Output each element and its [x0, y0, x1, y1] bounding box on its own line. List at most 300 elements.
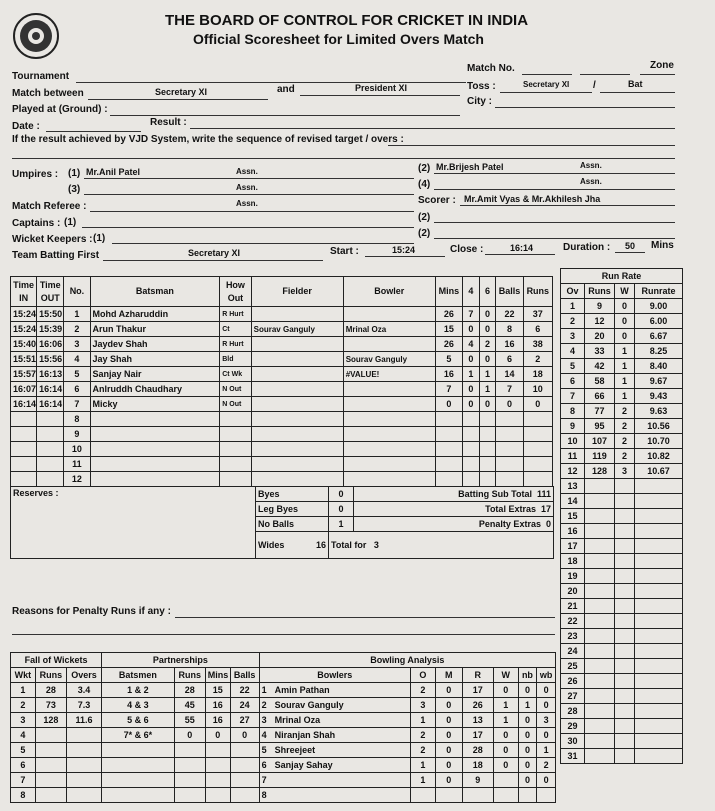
match-between-label: Match between: [12, 88, 84, 99]
table-row: [11, 367, 553, 382]
fow-wkt: 2: [11, 698, 36, 713]
bw-o: 2: [410, 728, 435, 743]
rr-th-runs: Runs: [585, 284, 615, 299]
tournament-label: Tournament: [12, 71, 70, 82]
page-title: THE BOARD OF CONTROL FOR CRICKET IN INDIA: [165, 12, 529, 29]
toss-label: Toss :: [467, 81, 496, 92]
rr-over: 13: [561, 479, 585, 494]
rr-runs: 12: [585, 314, 615, 329]
runs: 6: [523, 322, 552, 337]
rr-runs: [585, 674, 615, 689]
pt-mins: [205, 743, 230, 758]
fours: [462, 457, 479, 472]
rr-wickets: [615, 524, 635, 539]
th-fielder: Fielder: [251, 277, 343, 307]
assn-label: Assn.: [236, 199, 258, 208]
fow-overs: [66, 728, 101, 743]
table-row: [561, 734, 683, 749]
bw-wb: 3: [537, 713, 556, 728]
bowler-name: [343, 382, 435, 397]
byes-value: 0: [329, 487, 354, 502]
total-for-cell: Total for 3: [329, 532, 554, 559]
pt-balls: 22: [230, 683, 259, 698]
fow-wkt: 6: [11, 758, 36, 773]
rr-over: 29: [561, 719, 585, 734]
rr-over: 30: [561, 734, 585, 749]
bw-th-r: R: [462, 668, 493, 683]
table-row: [561, 644, 683, 659]
fours: 1: [462, 367, 479, 382]
table-row: [561, 599, 683, 614]
bw-w: 1: [493, 713, 518, 728]
bw-m: 0: [435, 713, 462, 728]
rr-runs: [585, 734, 615, 749]
table-row: [561, 719, 683, 734]
bowler-no: 2: [261, 699, 267, 710]
table-row: [561, 449, 683, 464]
batsman-name: [90, 427, 220, 442]
pt-mins: [205, 773, 230, 788]
bw-m: 0: [435, 758, 462, 773]
sixes: [479, 457, 496, 472]
pt-mins: 16: [205, 713, 230, 728]
fow-wkt: 7: [11, 773, 36, 788]
batsman-no: 6: [64, 382, 90, 397]
rr-runs: [585, 524, 615, 539]
fielder-name: [251, 397, 343, 412]
table-row: [561, 404, 683, 419]
bw-th-bowlers: Bowlers: [259, 668, 410, 683]
pt-th-mins: Mins: [205, 668, 230, 683]
pt-th-balls: Balls: [230, 668, 259, 683]
bw-wb: 0: [537, 698, 556, 713]
bw-th-o: O: [410, 668, 435, 683]
rr-over: 28: [561, 704, 585, 719]
bowling-title: Bowling Analysis: [259, 653, 555, 668]
bowler-no: 4: [261, 729, 267, 740]
bowler-name: [343, 337, 435, 352]
umpire2-name: Mr.Brijesh Patel: [436, 162, 504, 172]
umpire3-no: (3): [68, 184, 81, 195]
rr-over: 23: [561, 629, 585, 644]
fow-overs: 11.6: [66, 713, 101, 728]
rr-rate: 8.40: [635, 359, 683, 374]
table-row: [11, 698, 556, 713]
rr-wickets: [615, 644, 635, 659]
fielder-name: [251, 412, 343, 427]
table-row: [11, 352, 553, 367]
pt-balls: [230, 788, 259, 803]
rr-rate: [635, 554, 683, 569]
rr-over: 11: [561, 449, 585, 464]
start-value: 15:24: [392, 245, 416, 255]
page-subtitle: Official Scoresheet for Limited Overs Match: [193, 31, 484, 47]
mins: 16: [435, 367, 462, 382]
fow-wkt: 8: [11, 788, 36, 803]
pt-batsmen: 4 & 3: [102, 698, 175, 713]
table-row: [11, 307, 553, 322]
fow-overs: [66, 758, 101, 773]
table-row: [561, 389, 683, 404]
time-out: 15:56: [37, 352, 64, 367]
bw-r: 13: [462, 713, 493, 728]
result-label: Result :: [150, 117, 187, 128]
table-row: [561, 509, 683, 524]
batsman-no: 3: [64, 337, 90, 352]
rr-wickets: [615, 689, 635, 704]
rr-runs: [585, 749, 615, 764]
legbyes-value: 0: [329, 502, 354, 517]
rr-th-w: W: [615, 284, 635, 299]
bw-nb: 0: [518, 713, 537, 728]
rr-rate: [635, 659, 683, 674]
rr-wickets: [615, 479, 635, 494]
rr-runs: [585, 494, 615, 509]
fow-th-overs: Overs: [66, 668, 101, 683]
rr-rate: 9.00: [635, 299, 683, 314]
scorer-names: Mr.Amit Vyas & Mr.Akhilesh Jha: [464, 194, 601, 204]
bowler-no: 6: [261, 759, 267, 770]
bw-m: 0: [435, 743, 462, 758]
pt-mins: 0: [205, 728, 230, 743]
time-out: [37, 412, 64, 427]
bw-m: 0: [435, 728, 462, 743]
legbyes-label: Leg Byes: [256, 502, 329, 517]
runs: [523, 412, 552, 427]
table-row: [11, 683, 556, 698]
th-mins: Mins: [435, 277, 462, 307]
rr-over: 10: [561, 434, 585, 449]
bw-wb: [537, 788, 556, 803]
team2-value: President XI: [355, 83, 408, 93]
toss-decision-value: Bat: [628, 79, 643, 89]
balls: [496, 412, 523, 427]
mins: 7: [435, 382, 462, 397]
batsman-name: [90, 442, 220, 457]
rr-runs: 42: [585, 359, 615, 374]
bowler-name: Mrinal Oza: [274, 714, 321, 725]
bw-r: 28: [462, 743, 493, 758]
rr-rate: 10.67: [635, 464, 683, 479]
balls: 14: [496, 367, 523, 382]
time-in: [11, 412, 37, 427]
bw-o: 3: [410, 698, 435, 713]
pt-balls: [230, 743, 259, 758]
table-row: [561, 674, 683, 689]
toss-team-value: Secretary XI: [523, 80, 570, 89]
rr-over: 15: [561, 509, 585, 524]
fow-wkt: 5: [11, 743, 36, 758]
how-out: [220, 412, 251, 427]
bowler-cell: [259, 758, 410, 773]
batsman-no: 10: [64, 442, 90, 457]
umpires-label: Umpires :: [12, 169, 59, 180]
rr-rate: 9.67: [635, 374, 683, 389]
rr-wickets: 2: [615, 449, 635, 464]
rr-over: 3: [561, 329, 585, 344]
bw-m: 0: [435, 698, 462, 713]
time-out: 16:14: [37, 397, 64, 412]
pt-mins: 16: [205, 698, 230, 713]
bowler-name: Sourav Ganguly: [274, 699, 344, 710]
bowler-name: Sourav Ganguly: [343, 352, 435, 367]
table-row: [561, 749, 683, 764]
start-label: Start :: [330, 246, 359, 257]
rr-over: 25: [561, 659, 585, 674]
balls: 0: [496, 397, 523, 412]
bw-nb: 0: [518, 683, 537, 698]
rr-rate: [635, 509, 683, 524]
how-out: Bld: [220, 352, 251, 367]
team1-value: Secretary XI: [155, 87, 208, 97]
bw-th-w: W: [493, 668, 518, 683]
batsman-name: [90, 412, 220, 427]
mins: 0: [435, 397, 462, 412]
pt-batsmen: [102, 743, 175, 758]
rr-rate: [635, 719, 683, 734]
bw-nb: 1: [518, 698, 537, 713]
bowler-name: [343, 397, 435, 412]
bottom-tables: [10, 652, 556, 803]
bw-th-m: M: [435, 668, 462, 683]
pt-balls: [230, 758, 259, 773]
pt-runs: [174, 773, 205, 788]
bw-w: [493, 788, 518, 803]
rr-th-ov: Ov: [561, 284, 585, 299]
fours: [462, 472, 479, 487]
time-out: [37, 427, 64, 442]
rr-runs: [585, 704, 615, 719]
batsman-name: Jay Shah: [90, 352, 220, 367]
assn-label: Assn.: [236, 183, 258, 192]
bowler-no: 5: [261, 744, 267, 755]
fielder-name: [251, 307, 343, 322]
fours: [462, 412, 479, 427]
runrate-table: [560, 268, 682, 764]
table-row: [11, 713, 556, 728]
time-out: 16:14: [37, 382, 64, 397]
rr-over: 27: [561, 689, 585, 704]
bowler-name: [272, 775, 275, 785]
umpire1-name: Mr.Anil Patel: [86, 167, 141, 177]
fielder-name: [251, 352, 343, 367]
rr-rate: [635, 584, 683, 599]
rr-over: 22: [561, 614, 585, 629]
rr-wickets: [615, 539, 635, 554]
pt-th-runs: Runs: [174, 668, 205, 683]
vjd-label: If the result achieved by VJD System, write the sequence of revised target / overs :: [12, 134, 404, 145]
rr-runs: 95: [585, 419, 615, 434]
bw-nb: [518, 788, 537, 803]
bw-o: 2: [410, 743, 435, 758]
fours: [462, 427, 479, 442]
fielder-name: Sourav Ganguly: [251, 322, 343, 337]
pt-mins: 15: [205, 683, 230, 698]
bowler-cell: [259, 683, 410, 698]
batsman-no: 2: [64, 322, 90, 337]
rr-runs: 107: [585, 434, 615, 449]
time-out: 16:06: [37, 337, 64, 352]
table-row: [561, 704, 683, 719]
bw-r: 18: [462, 758, 493, 773]
time-in: [11, 427, 37, 442]
rr-wickets: [615, 659, 635, 674]
time-in: 15:40: [11, 337, 37, 352]
time-in: [11, 442, 37, 457]
rr-runs: 9: [585, 299, 615, 314]
rr-runs: [585, 599, 615, 614]
bowler-name: [343, 472, 435, 487]
how-out: Ct Wk: [220, 367, 251, 382]
bowler-cell: [259, 773, 410, 788]
batsman-no: 5: [64, 367, 90, 382]
batsman-no: 7: [64, 397, 90, 412]
th-balls: Balls: [496, 277, 523, 307]
rr-over: 20: [561, 584, 585, 599]
time-out: 15:39: [37, 322, 64, 337]
rr-wickets: [615, 749, 635, 764]
bowler-no: 7: [261, 774, 267, 785]
rr-over: 16: [561, 524, 585, 539]
rr-rate: 10.82: [635, 449, 683, 464]
rr-over: 6: [561, 374, 585, 389]
time-in: 15:57: [11, 367, 37, 382]
balls: 22: [496, 307, 523, 322]
table-row: [11, 472, 553, 487]
duration-value: 50: [625, 241, 636, 251]
bw-r: 17: [462, 728, 493, 743]
pt-batsmen: 5 & 6: [102, 713, 175, 728]
how-out: Ct: [220, 322, 251, 337]
batsman-no: 1: [64, 307, 90, 322]
bw-o: 1: [410, 758, 435, 773]
rr-runs: [585, 719, 615, 734]
table-row: [11, 337, 553, 352]
bowler-name: Shreejeet: [274, 744, 316, 755]
rr-wickets: [615, 569, 635, 584]
table-row: [561, 494, 683, 509]
time-in: 16:07: [11, 382, 37, 397]
bowler-name: Sanjay Sahay: [274, 759, 333, 770]
batsman-name: Mohd Azharuddin: [90, 307, 220, 322]
city-label: City :: [467, 96, 492, 107]
how-out: [220, 442, 251, 457]
rr-over: 31: [561, 749, 585, 764]
batsman-name: [90, 472, 220, 487]
bowler-no: 1: [261, 684, 267, 695]
rr-wickets: 3: [615, 464, 635, 479]
table-row: [561, 524, 683, 539]
time-out: 16:13: [37, 367, 64, 382]
rr-runs: 66: [585, 389, 615, 404]
balls: 8: [496, 322, 523, 337]
rr-runs: [585, 554, 615, 569]
bw-nb: 0: [518, 728, 537, 743]
table-row: [11, 773, 556, 788]
bowler-cell: [259, 743, 410, 758]
rr-wickets: [615, 554, 635, 569]
bcci-logo: [12, 12, 60, 60]
batsman-name: Anlruddh Chaudhary: [90, 382, 220, 397]
rr-rate: [635, 569, 683, 584]
pt-runs: 45: [174, 698, 205, 713]
rr-th-runrate: Runrate: [635, 284, 683, 299]
bw-o: [410, 788, 435, 803]
bw-m: [435, 788, 462, 803]
bw-w: 0: [493, 758, 518, 773]
rr-runs: [585, 569, 615, 584]
bw-o: 2: [410, 683, 435, 698]
bw-r: [462, 788, 493, 803]
th-runs: Runs: [523, 277, 552, 307]
fow-overs: [66, 773, 101, 788]
rr-rate: 6.00: [635, 314, 683, 329]
fow-runs: [35, 788, 66, 803]
rr-runs: [585, 509, 615, 524]
time-in: [11, 457, 37, 472]
time-in: [11, 472, 37, 487]
balls: [496, 427, 523, 442]
rr-over: 12: [561, 464, 585, 479]
bw-nb: 0: [518, 773, 537, 788]
close-value: 16:14: [510, 243, 534, 253]
rr-runs: 58: [585, 374, 615, 389]
umpire2-no: (2): [418, 163, 431, 174]
table-row: [561, 464, 683, 479]
batsman-name: Micky: [90, 397, 220, 412]
referee-label: Match Referee :: [12, 201, 87, 212]
fielder-name: [251, 472, 343, 487]
pt-runs: [174, 743, 205, 758]
fow-overs: [66, 788, 101, 803]
th-fours: 4: [462, 277, 479, 307]
table-row: [561, 659, 683, 674]
mins: [435, 472, 462, 487]
fielder-name: [251, 442, 343, 457]
time-out: [37, 442, 64, 457]
sixes: 0: [479, 352, 496, 367]
rr-rate: 9.63: [635, 404, 683, 419]
table-row: [561, 629, 683, 644]
rr-runs: 20: [585, 329, 615, 344]
bw-wb: 1: [537, 743, 556, 758]
rr-wickets: 1: [615, 374, 635, 389]
table-row: [561, 539, 683, 554]
pt-th-batsmen: Batsmen: [102, 668, 175, 683]
byes-label: Byes: [256, 487, 329, 502]
time-in: 15:51: [11, 352, 37, 367]
rr-runs: 119: [585, 449, 615, 464]
fielder-name: [251, 427, 343, 442]
runs: 2: [523, 352, 552, 367]
noballs-label: No Balls: [256, 517, 329, 532]
captain1-no: (1): [64, 217, 77, 228]
batting-table: [10, 276, 553, 559]
batsman-no: 12: [64, 472, 90, 487]
mins: [435, 412, 462, 427]
wk1-no: (1): [93, 233, 106, 244]
fours: [462, 442, 479, 457]
bw-m: 0: [435, 683, 462, 698]
batsman-name: Sanjay Nair: [90, 367, 220, 382]
rr-runs: [585, 629, 615, 644]
bw-w: 1: [493, 698, 518, 713]
scorer-label: Scorer :: [418, 195, 456, 206]
bw-w: 0: [493, 728, 518, 743]
table-row: [561, 419, 683, 434]
umpire1-no: (1): [68, 168, 81, 179]
bw-wb: 2: [537, 758, 556, 773]
